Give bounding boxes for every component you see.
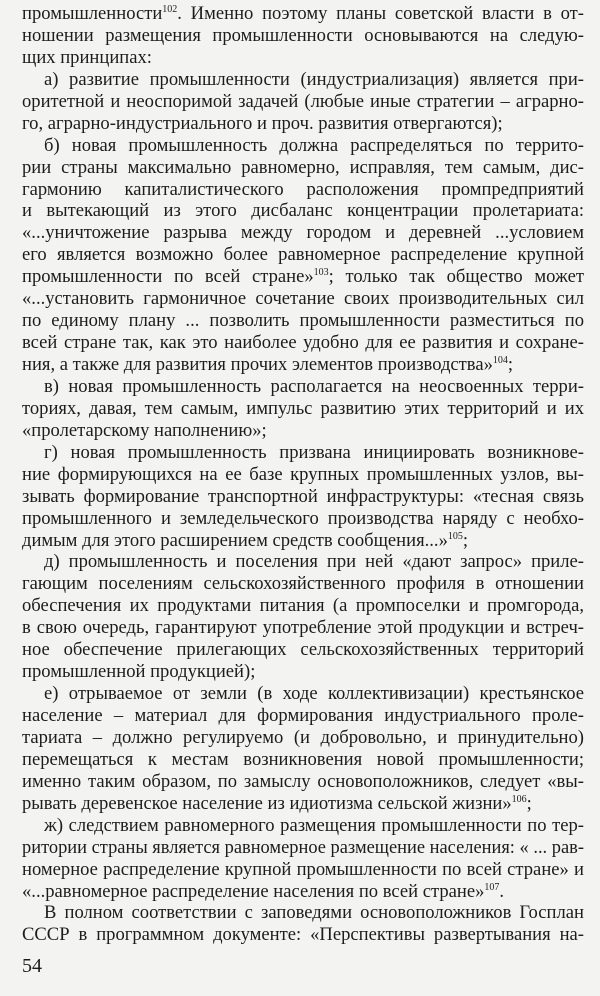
- text-line: [22, 815, 584, 837]
- text-line: [22, 442, 584, 464]
- line-text: [22, 179, 584, 200]
- text-segment: ния, а также для развития прочих элементов производства»: [22, 354, 493, 375]
- text-segment: . Именно поэтому планы советской власти в от-: [177, 3, 584, 24]
- line-text: [22, 771, 584, 792]
- text-line: [22, 25, 584, 47]
- text-segment: ;: [462, 529, 469, 551]
- line-text: [22, 332, 584, 353]
- text-line: [22, 3, 584, 25]
- text-line: [22, 310, 584, 332]
- text-line: [22, 617, 584, 639]
- text-segment: тариата – должно регулируемо (и добровольно, и принудительно): [22, 726, 584, 748]
- text-line: [22, 508, 584, 530]
- line-text: [22, 508, 584, 529]
- text-line: [22, 661, 584, 683]
- text-line: [22, 683, 584, 705]
- text-line: [22, 222, 584, 244]
- line-text: [22, 859, 584, 880]
- line-text: [44, 683, 584, 704]
- text-segment: В полном соответствии с заповедями основоположников Госплан: [44, 902, 584, 924]
- line-text: [22, 266, 584, 287]
- text-segment: население – материал для формирования индустриального проле-: [22, 705, 584, 726]
- text-segment: рии страны максимально равномерно, исправляя, тем самым, дис-: [22, 156, 584, 178]
- text-segment: щих принципах:: [22, 46, 152, 68]
- line-text: [44, 442, 584, 463]
- text-segment: именно таким образом, по замыслу основоположников, следует «вы-: [22, 770, 584, 792]
- line-text: [22, 464, 584, 485]
- text-line: [22, 881, 584, 903]
- text-segment: ритории страны является равномерное размещение населения: « ... рав-: [22, 836, 584, 858]
- text-line: [22, 354, 584, 376]
- text-line: [22, 771, 584, 793]
- text-line: [22, 266, 584, 288]
- text-line: [22, 332, 584, 354]
- line-text: [22, 200, 584, 221]
- text-line: [22, 530, 584, 552]
- text-line: [22, 705, 584, 727]
- line-text: [22, 244, 584, 265]
- line-text: [22, 354, 513, 375]
- line-text: [22, 3, 584, 24]
- footnote-ref: 103: [313, 267, 329, 279]
- text-segment: промышленности по всей стране»: [22, 266, 314, 288]
- line-text: [44, 902, 584, 923]
- line-text: [22, 595, 584, 616]
- line-text: [22, 573, 584, 594]
- text-segment: ;: [526, 792, 532, 814]
- text-segment: рывать деревенское население из идиотизма сельской жизни»: [22, 792, 512, 814]
- text-segment: промышленной продукцией);: [22, 661, 256, 683]
- text-segment: перемещаться к местам возникновения новой промышленности;: [22, 748, 584, 770]
- text-line: [22, 179, 584, 201]
- text-line: [22, 551, 584, 573]
- text-segment: и вытекающий из этого дисбаланс концентрации пролетариата:: [22, 200, 584, 222]
- text-segment: всей стране так, как это наиболее удобно для ее развития и сохране-: [22, 332, 584, 354]
- text-line: [22, 859, 584, 881]
- text-segment: номерное распределение крупной промышленности по всей стране» и: [22, 858, 584, 880]
- text-line: [22, 595, 584, 617]
- text-line: [22, 200, 584, 222]
- text-segment: его является возможно более равномерное распределение крупной: [22, 244, 584, 266]
- line-text: [22, 25, 584, 46]
- line-text: [22, 91, 584, 112]
- text-line: [22, 464, 584, 486]
- text-segment: «...равномерное распределение населения по всей стране»: [22, 880, 485, 902]
- text-segment: ние формирующихся на ее базе крупных промышленных узлов, вы-: [22, 463, 584, 485]
- text-segment: по единому плану ... позволить промышленности разместиться по: [22, 310, 584, 332]
- text-line: [22, 749, 584, 771]
- line-text: [22, 486, 584, 507]
- line-text: [44, 135, 584, 156]
- line-text: [22, 113, 503, 134]
- line-text: [44, 376, 584, 397]
- text-segment: «...уничтожение разрыва между городом и деревней ...условием: [22, 222, 584, 244]
- text-line: [22, 157, 584, 179]
- text-segment: ношении размещения промышленности основываются на следую-: [22, 24, 584, 46]
- text-line: [22, 47, 584, 69]
- line-text: [22, 222, 584, 243]
- footnote-ref: 106: [511, 793, 527, 805]
- line-text: [22, 705, 584, 726]
- line-text: [22, 749, 584, 770]
- text-segment: ; только так общество может: [328, 266, 584, 288]
- line-text: [22, 47, 152, 68]
- line-text: [22, 661, 255, 682]
- text-segment: го, аграрно-индустриального и проч. развития отвергаются);: [22, 112, 503, 134]
- text-segment: оритетной и неоспоримой задачей (любые иные стратегии – аграрно-: [22, 90, 584, 112]
- text-line: [22, 639, 584, 661]
- text-segment: е) отрываемое от земли (в ходе коллективизации) крестьянское: [44, 683, 584, 705]
- line-text: [22, 924, 584, 945]
- text-line: [22, 376, 584, 398]
- line-text: [22, 530, 468, 551]
- text-segment: промышленного и земледельческого производства наряду с необхо-: [22, 507, 584, 529]
- line-text: [22, 793, 532, 814]
- text-segment: СССР в программном документе: «Перспективы развертывания на-: [22, 924, 584, 946]
- text-line: [22, 420, 584, 442]
- text-segment: «...установить гармоничное сочетание своих производительных сил: [22, 288, 584, 310]
- line-text: [22, 617, 584, 638]
- text-line: [22, 135, 584, 157]
- line-text: [22, 157, 584, 178]
- text-line: [22, 288, 584, 310]
- text-line: [22, 573, 584, 595]
- text-segment: гармонию капиталистического расположения промпредприятий: [22, 178, 584, 200]
- text-segment: ;: [507, 354, 514, 375]
- line-text: [22, 727, 584, 748]
- line-text: [22, 420, 267, 441]
- footnote-ref: 105: [447, 530, 463, 542]
- text-segment: ториях, давая, тем самым, импульс развитию этих территорий и их: [22, 397, 584, 419]
- page-number: 54: [22, 955, 42, 977]
- text-segment: гающим поселениям сельскохозяйственного профиля в отношении: [22, 573, 584, 595]
- text-segment: промышленности: [22, 3, 163, 24]
- footnote-ref: 102: [162, 4, 178, 15]
- line-text: [22, 288, 584, 309]
- text-line: [22, 69, 584, 91]
- text-line: [22, 793, 584, 815]
- footnote-ref: 107: [484, 881, 500, 893]
- text-segment: ж) следствием равномерного размещения промышленности по тер-: [44, 814, 584, 836]
- line-text: [22, 310, 584, 331]
- footnote-ref: 104: [492, 355, 508, 366]
- text-segment: а) развитие промышленности (индустриализация) является при-: [44, 68, 584, 90]
- text-segment: в свою очередь, гарантируют употребление этой продукции и встреч-: [22, 617, 584, 639]
- text-segment: в) новая промышленность располагается на неосвоенных терри-: [44, 375, 584, 397]
- text-segment: зывать формирование транспортной инфраструктуры: «тесная связь: [22, 485, 584, 507]
- text-segment: б) новая промышленность должна распределяться по террито-: [44, 134, 584, 156]
- text-segment: д) промышленность и поселения при ней «дают запрос» приле-: [44, 551, 584, 573]
- text-line: [22, 837, 584, 859]
- line-text: [22, 398, 584, 419]
- line-text: [22, 639, 584, 660]
- text-segment: обеспечения их продуктами питания (а промпоселки и промгорода,: [22, 595, 584, 617]
- line-text: [44, 551, 584, 572]
- text-line: [22, 902, 584, 924]
- line-text: [22, 881, 504, 902]
- text-segment: ное обеспечение прилегающих сельскохозяйственных территорий: [22, 639, 584, 661]
- text-line: [22, 113, 584, 135]
- text-segment: «пролетарскому наполнению»;: [22, 419, 267, 441]
- line-text: [44, 69, 584, 90]
- document-body: [22, 3, 584, 946]
- text-line: [22, 244, 584, 266]
- text-segment: г) новая промышленность призвана инициировать возникнове-: [44, 441, 584, 463]
- text-line: [22, 924, 584, 946]
- line-text: [44, 815, 584, 836]
- text-line: [22, 91, 584, 113]
- text-line: [22, 486, 584, 508]
- line-text: [22, 837, 584, 859]
- text-line: [22, 727, 584, 749]
- text-line: [22, 398, 584, 420]
- text-segment: .: [499, 880, 505, 902]
- text-segment: димым для этого расширением средств сообщения...»: [22, 529, 448, 551]
